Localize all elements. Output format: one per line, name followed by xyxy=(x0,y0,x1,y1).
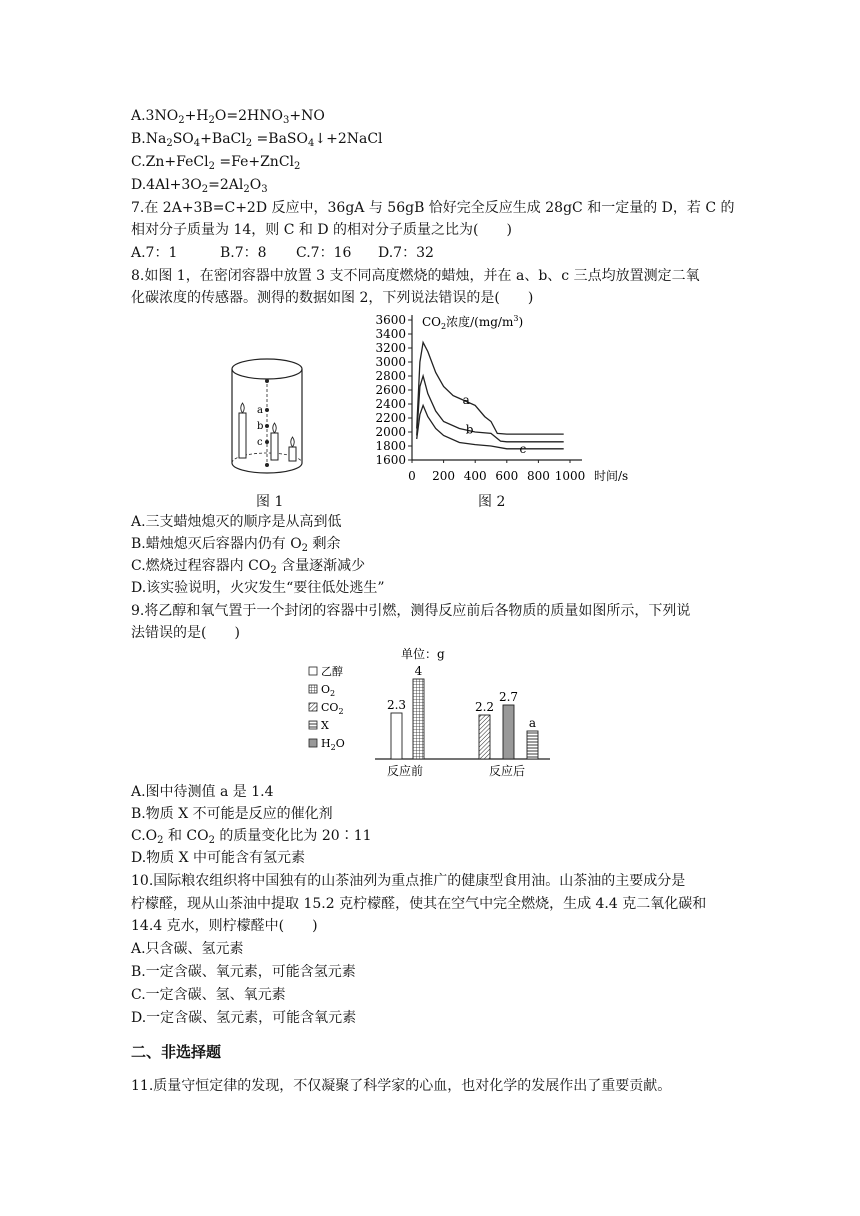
q9-option-b: B.物质 X 不可能是反应的催化剂 xyxy=(131,806,333,822)
legend-label-X: X xyxy=(321,719,329,732)
figure2-caption: 图 2 xyxy=(478,494,506,510)
q10-option-d: D.一定含碳、氢元素，可能含氧元素 xyxy=(131,1010,357,1026)
figure-mass-bar-chart xyxy=(305,645,565,780)
bar-value-乙醇: 2.3 xyxy=(386,698,407,712)
q10-option-a: A.只含碳、氢元素 xyxy=(131,941,244,957)
q9-stem-line2: 法错误的是( ) xyxy=(131,625,240,641)
q8-option-c: C.燃烧过程容器内 $CO_2$ 含量逐渐减少 xyxy=(131,558,366,576)
legend-swatch-H2O xyxy=(309,739,317,747)
category-before: 反应前 xyxy=(386,764,424,778)
q9-option-a: A.图中待测值 a 是 1.4 xyxy=(131,784,274,800)
figure1-caption: 图 1 xyxy=(256,494,284,510)
q7-stem-line2: 相对分子质量为 14，则 C 和 D 的相对分子质量之比为( ) xyxy=(131,222,512,238)
fig1-label-b: b xyxy=(257,421,264,432)
x-axis-label: 时间/s xyxy=(594,469,629,483)
q10-stem-line2: 柠檬醛，现从山茶油中提取 15.2 克柠檬醛，使其在空气中完全燃烧，生成 4.4 克二氧化碳和 xyxy=(131,896,707,912)
q9-option-d: D.物质 X 中可能含有氢元素 xyxy=(131,850,306,866)
series-line-a xyxy=(417,342,564,437)
section-heading: 二、非选择题 xyxy=(131,1043,222,1061)
q8-option-d: D.该实验说明，火灾发生“要往低处逃生” xyxy=(131,580,385,596)
figure1-container-diagram xyxy=(225,355,315,480)
x-tick-label: 1000 xyxy=(554,469,586,483)
q8-stem-line1: 8.如图 1，在密闭容器中放置 3 支不同高度燃烧的蜡烛，并在 a、b、c 三点均放置测定二氧 xyxy=(131,268,700,284)
q6-option-c: C.Zn+FeCl$_2$ =Fe+ZnCl$_2$ xyxy=(131,154,301,172)
unit-label: 单位：g xyxy=(401,647,445,661)
x-tick-label: 600 xyxy=(495,469,519,483)
bar-value-CO2: 2.2 xyxy=(474,700,495,714)
q10-option-c: C.一定含碳、氢、氧元素 xyxy=(131,987,286,1003)
q11-stem: 11.质量守恒定律的发现，不仅凝聚了科学家的心血，也对化学的发展作出了重要贡献。 xyxy=(131,1078,672,1094)
bar-value-O2: 4 xyxy=(414,664,423,678)
bar-X xyxy=(527,731,538,759)
bar-O2 xyxy=(413,679,424,759)
q7-option-a: A.7：1 xyxy=(131,245,178,261)
y-tick-label: 3600 xyxy=(375,313,406,327)
y-tick-label: 2000 xyxy=(375,425,406,439)
bar-value-H2O: 2.7 xyxy=(498,690,519,704)
q9-option-c: $C.O_2$ 和 $CO_2$ 的质量变化比为 20∶11 xyxy=(131,828,372,846)
legend-swatch-O2 xyxy=(309,685,317,693)
y-tick-label: 2600 xyxy=(375,383,406,397)
y-tick-label: 2800 xyxy=(375,369,406,383)
category-after: 反应后 xyxy=(488,764,526,778)
q10-stem-line1: 10.国际粮农组织将中国独有的山茶油列为重点推广的健康型食用油。山茶油的主要成分是 xyxy=(131,873,686,889)
x-tick-label: 400 xyxy=(463,469,487,483)
bar-CO2 xyxy=(479,715,490,759)
fig1-label-c: c xyxy=(257,437,263,448)
legend-label-CO2: $CO_2$ xyxy=(321,701,344,716)
x-tick-label: 0 xyxy=(408,469,416,483)
q7-stem-line1: 7.在 2A+3B=C+2D 反应中，36gA 与 56gB 恰好完全反应生成 28gC 和一定量的 D，若 C 的 xyxy=(131,200,735,216)
q8-option-a: A.三支蜡烛熄灭的顺序是从高到低 xyxy=(131,514,342,530)
y-tick-label: 1600 xyxy=(375,453,406,467)
figure2-co2-line-chart xyxy=(355,310,655,490)
series-label-c: c xyxy=(519,442,527,456)
q7-option-c: C.7：16 xyxy=(296,245,352,261)
q7-option-d: D.7：32 xyxy=(378,245,434,261)
x-tick-label: 200 xyxy=(432,469,456,483)
bar-H2O xyxy=(503,705,514,759)
y-tick-label: 3200 xyxy=(375,341,406,355)
legend-swatch-乙醇 xyxy=(309,667,317,675)
q10-stem-line3: 14.4 克水，则柠檬醛中( ) xyxy=(131,918,318,934)
y-tick-label: 2400 xyxy=(375,397,406,411)
q6-option-d: $D.4Al+3O_2=2Al_2O_3$ xyxy=(131,177,268,195)
legend-swatch-X xyxy=(309,721,317,729)
legend-swatch-CO2 xyxy=(309,703,317,711)
y-tick-label: 3400 xyxy=(375,327,406,341)
x-tick-label: 800 xyxy=(526,469,550,483)
y-tick-label: 3000 xyxy=(375,355,406,369)
y-tick-label: 2200 xyxy=(375,411,406,425)
series-label-b: b xyxy=(465,422,474,437)
q7-option-b: B.7：8 xyxy=(220,245,267,261)
y-tick-label: 1800 xyxy=(375,439,406,453)
q6-option-b: $B.Na_2SO_4+BaCl_2$ =BaSO$_4$↓+2NaCl xyxy=(131,131,383,149)
series-label-a: a xyxy=(462,393,470,407)
bar-乙醇 xyxy=(391,713,402,759)
q6-option-a: $A.3NO_2+H_2O=2HNO_3+NO$ xyxy=(131,108,325,126)
q8-option-b: B.蜡烛熄灭后容器内仍有 $O_2$ 剩余 xyxy=(131,536,341,554)
q10-option-b: B.一定含碳、氧元素，可能含氢元素 xyxy=(131,964,356,980)
q8-stem-line2: 化碳浓度的传感器。测得的数据如图 2，下列说法错误的是( ) xyxy=(131,290,534,306)
q9-stem-line1: 9.将乙醇和氧气置于一个封闭的容器中引燃，测得反应前后各物质的质量如图所示，下列说 xyxy=(131,603,691,619)
legend-label-H2O: $H_2O$ xyxy=(321,737,345,752)
y-axis-label: $CO_2$浓度$/(mg/m^3)$ xyxy=(422,314,524,331)
fig1-label-a: a xyxy=(257,405,263,416)
bar-value-X: a xyxy=(528,716,537,730)
legend-label-乙醇: 乙醇 xyxy=(321,665,343,678)
legend-label-O2: $O_2$ xyxy=(321,683,336,698)
